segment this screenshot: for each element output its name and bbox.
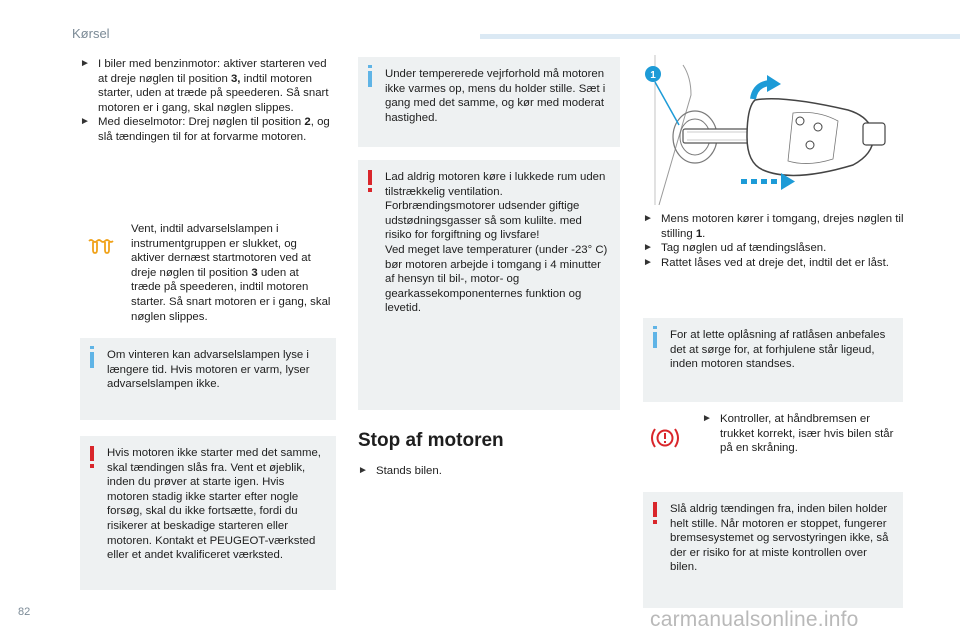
info-flag-icon [653, 332, 657, 348]
bullet-item: ► I biler med benzinmotor: aktiver starteren ved at dreje nøglen til position 3, indtil motoren starter, uden at træde på speederen. Så snart motoren er i gang, skal nøglen slippes. [80, 58, 329, 114]
bullet-item: ► Rattet låses ved at dreje det, indtil det er låst. [643, 256, 889, 269]
col2-bullets [358, 464, 620, 479]
warning-panel [80, 436, 336, 590]
warning-text: Lad aldrig motoren køre i lukkede rum uden tilstrækkelig ventilation. Forbrændingsmotorer udsender giftige udstødningsgasser så som kulilte. med risiko for forgiftning og livsfare! Ved meget lave temperaturer (under -23° C) bør motoren arbejde i tomgang i 4 minutter af hensyn til bil-, motor- og gearkassekomponenternes funktion og levetid. [385, 171, 608, 315]
bullet-item: ► Kontroller, at håndbremsen er trukket korrekt, især hvis bilen står på en skråning. [702, 413, 894, 455]
info-flag-icon [368, 71, 372, 87]
arrow-bullet-icon: ► [643, 242, 653, 254]
info-text: Om vinteren kan advarselslampen lyse i længere tid. Hvis motoren er varm, lyser advarselslampen ikke. [107, 349, 310, 391]
col3-bullets [643, 212, 905, 270]
header-bar [480, 34, 960, 39]
info-panel [643, 318, 903, 402]
watermark: carmanualsonline.info [650, 608, 859, 631]
ignition-key-figure [643, 55, 905, 207]
warning-text: Hvis motoren ikke starter med det samme, skal tændingen slås fra. Vent et øjeblik, inden du prøver at starte igen. Hvis motoren stadig ikke starter efter nogle forsøg, skal du ikke fortsætte, fordi du risikerer at beskadige starteren eller motoren. Kontakt et PEUGEOT-værksted eller et andet kvalificeret værksted. [107, 447, 321, 562]
warning-panel [358, 160, 620, 410]
glow-plug-paragraph: Vent, indtil advarselslampen i instrumentgruppen er slukket, og aktiver dernæst startmotoren ved at dreje nøglen til position 3 uden at træde på speederen, indtil motoren starter. Så snart motoren er i gang, skal nøglen slippes. [131, 223, 331, 323]
arrow-bullet-icon: ► [80, 58, 90, 69]
bullet-item: ► Mens motoren kører i tomgang, drejes nøglen til stilling 1. [643, 213, 904, 240]
info-panel [358, 57, 620, 147]
running-header: Kørsel [72, 26, 110, 41]
info-panel [80, 338, 336, 420]
brake-paragraph [702, 412, 898, 456]
page-number: 82 [18, 606, 31, 618]
section-title: Stop af motoren [358, 430, 504, 451]
warning-flag-icon [90, 446, 94, 461]
warning-flag-icon [368, 170, 372, 185]
arrow-bullet-icon: ► [358, 465, 368, 476]
col1-bullets [80, 57, 336, 145]
arrow-bullet-icon: ► [643, 213, 653, 224]
bullet-item: ► Med dieselmotor: Drej nøglen til position 2, og slå tændingen til for at forvarme motoren. [80, 116, 330, 143]
bullet-item: ► Tag nøglen ud af tændingslåsen. [643, 242, 827, 255]
warning-text: Slå aldrig tændingen fra, inden bilen holder helt stille. Når motoren er stoppet, fungerer bremsesystemet og servostyringen ikke, så der er risiko for at miste kontrollen over bilen. [670, 503, 889, 574]
bullet-item: ► Stands bilen. [358, 465, 442, 477]
glow-plug-icon [86, 236, 116, 256]
arrow-bullet-icon: ► [702, 413, 712, 424]
info-text: For at lette oplåsning af ratlåsen anbefales det at sørge for, at forhjulene står ligeud, inden motoren standses. [670, 329, 886, 371]
warning-flag-icon [653, 502, 657, 517]
figure-callout-1: 1 [650, 70, 656, 81]
arrow-bullet-icon: ► [80, 116, 90, 128]
info-text: Under tempererede vejrforhold må motoren ikke varmes op, mens du holder stille. Sæt i gang med det samme, og kør med moderat hastighed. [385, 68, 606, 124]
arrow-bullet-icon: ► [643, 256, 653, 268]
warning-panel [643, 492, 903, 608]
info-flag-icon [90, 352, 94, 368]
handbrake-icon [648, 426, 682, 450]
